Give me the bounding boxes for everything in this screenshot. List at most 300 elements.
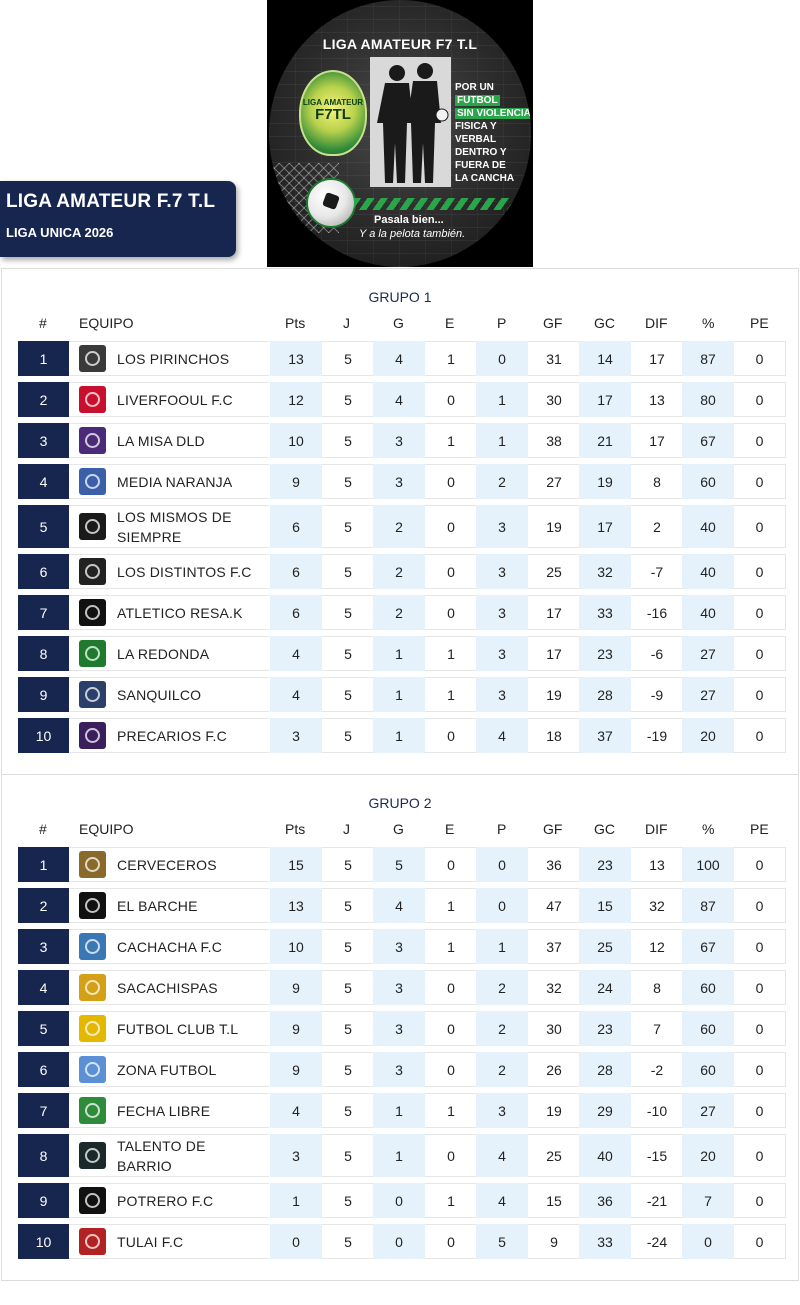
stat-cell-g: 1	[373, 636, 425, 671]
stat-cell-pe: 0	[734, 970, 786, 1005]
stat-cell-dif: 8	[631, 970, 683, 1005]
stat-cell-g: 0	[373, 1183, 425, 1218]
stat-cell-pct: 67	[682, 929, 734, 964]
rank-cell: 5	[18, 1011, 69, 1046]
team-cell	[69, 1052, 269, 1087]
table-row[interactable]	[2, 929, 798, 964]
stat-cell-gc: 28	[579, 677, 631, 712]
stat-cell-pe: 0	[734, 1093, 786, 1128]
stat-cell-pts: 1	[270, 1183, 322, 1218]
stat-cell-p: 4	[476, 718, 528, 753]
table-row[interactable]	[2, 718, 798, 753]
table-header	[2, 821, 798, 841]
stat-cell-p: 2	[476, 970, 528, 1005]
stat-cell-dif: 7	[631, 1011, 683, 1046]
stat-cell-e: 0	[425, 554, 477, 589]
rank-cell: 8	[18, 1134, 69, 1177]
stat-cell-pct: 87	[682, 888, 734, 923]
rank-cell: 2	[18, 888, 69, 923]
team-name: EL BARCHE	[117, 897, 198, 914]
stat-cell-pct: 27	[682, 1093, 734, 1128]
table-row[interactable]	[2, 1224, 798, 1259]
table-row[interactable]	[2, 505, 798, 548]
poster-tagline-script: Y a la pelota también.	[359, 228, 466, 240]
stat-cell-pe: 0	[734, 382, 786, 417]
column-header-g: G	[393, 821, 404, 837]
stat-cell-gc: 23	[579, 1011, 631, 1046]
stat-cell-e: 1	[425, 636, 477, 671]
team-cell	[69, 970, 269, 1005]
team-name: LA REDONDA	[117, 645, 210, 662]
stat-cell-dif: -10	[631, 1093, 683, 1128]
stat-cell-pe: 0	[734, 341, 786, 376]
stat-cell-e: 1	[425, 1093, 477, 1128]
column-header-j: J	[343, 821, 350, 837]
poster-circle	[269, 0, 531, 267]
slogan-line: FISICA Y	[455, 121, 497, 132]
team-name: FECHA LIBRE	[117, 1102, 211, 1119]
stat-cell-pts: 15	[270, 847, 322, 882]
column-header-e: E	[445, 315, 455, 331]
team-name: CACHACHA F.C	[117, 938, 223, 955]
stat-cell-gf: 9	[528, 1224, 580, 1259]
stat-cell-g: 2	[373, 554, 425, 589]
stat-cell-pct: 100	[682, 847, 734, 882]
stat-cell-pe: 0	[734, 677, 786, 712]
players-silhouette-icon	[370, 57, 451, 187]
table-row[interactable]	[2, 464, 798, 499]
stat-cell-dif: -19	[631, 718, 683, 753]
table-row[interactable]	[2, 888, 798, 923]
stat-cell-pe: 0	[734, 847, 786, 882]
stat-cell-p: 2	[476, 1011, 528, 1046]
stat-cell-e: 0	[425, 718, 477, 753]
stat-cell-p: 3	[476, 636, 528, 671]
stat-cell-g: 4	[373, 341, 425, 376]
column-header-rank: #	[39, 315, 47, 331]
rank-cell: 1	[18, 341, 69, 376]
stat-cell-p: 1	[476, 423, 528, 458]
stat-cell-dif: 17	[631, 341, 683, 376]
stat-cell-pe: 0	[734, 595, 786, 630]
stat-cell-gf: 17	[528, 595, 580, 630]
stat-cell-gf: 25	[528, 1134, 580, 1177]
stat-cell-j: 5	[322, 970, 374, 1005]
stat-cell-p: 3	[476, 554, 528, 589]
stat-cell-dif: -9	[631, 677, 683, 712]
rank-cell: 4	[18, 464, 69, 499]
stat-cell-pe: 0	[734, 636, 786, 671]
table-row[interactable]	[2, 341, 798, 376]
rank-cell: 3	[18, 423, 69, 458]
stat-cell-p: 4	[476, 1183, 528, 1218]
stat-cell-e: 1	[425, 888, 477, 923]
soccer-ball-icon	[306, 178, 356, 228]
rank-cell: 10	[18, 1224, 69, 1259]
team-logo-icon	[79, 1142, 106, 1169]
team-name: LOS DISTINTOS F.C	[117, 563, 252, 580]
stat-cell-pts: 4	[270, 1093, 322, 1128]
stat-cell-dif: 13	[631, 847, 683, 882]
team-cell	[69, 888, 269, 923]
table-header	[2, 315, 798, 335]
stat-cell-pe: 0	[734, 718, 786, 753]
stat-cell-pts: 3	[270, 718, 322, 753]
stat-cell-j: 5	[322, 718, 374, 753]
league-title: LIGA AMATEUR F.7 T.L	[6, 191, 216, 212]
badge-small-text: LIGA AMATEUR	[302, 98, 364, 107]
stat-cell-pts: 13	[270, 341, 322, 376]
stat-cell-pts: 10	[270, 929, 322, 964]
stat-cell-j: 5	[322, 1011, 374, 1046]
column-header-pct: %	[702, 315, 715, 331]
table-body	[2, 847, 798, 1259]
stat-cell-p: 3	[476, 677, 528, 712]
table-row[interactable]	[2, 554, 798, 589]
stat-cell-p: 1	[476, 929, 528, 964]
standings-group-2	[1, 774, 799, 1281]
stat-cell-pct: 60	[682, 464, 734, 499]
stat-cell-gc: 33	[579, 1224, 631, 1259]
stat-cell-dif: -16	[631, 595, 683, 630]
team-name: LIVERFOOUL F.C	[117, 391, 233, 408]
column-header-pts: Pts	[285, 315, 306, 331]
stat-cell-g: 2	[373, 595, 425, 630]
league-subtitle: LIGA UNICA 2026	[6, 225, 114, 240]
team-logo-icon	[79, 1097, 106, 1124]
stat-cell-e: 1	[425, 341, 477, 376]
team-cell	[69, 1224, 269, 1259]
stat-cell-gf: 19	[528, 505, 580, 548]
stat-cell-j: 5	[322, 888, 374, 923]
team-cell	[69, 423, 269, 458]
stat-cell-pct: 0	[682, 1224, 734, 1259]
stat-cell-g: 4	[373, 888, 425, 923]
stat-cell-pct: 40	[682, 505, 734, 548]
stat-cell-p: 2	[476, 1052, 528, 1087]
team-cell	[69, 554, 269, 589]
team-logo-icon	[79, 345, 106, 372]
stat-cell-gf: 19	[528, 1093, 580, 1128]
stat-cell-g: 1	[373, 1093, 425, 1128]
team-logo-icon	[79, 892, 106, 919]
stat-cell-gc: 32	[579, 554, 631, 589]
stat-cell-pct: 27	[682, 636, 734, 671]
table-row[interactable]	[2, 382, 798, 417]
league-badge-logo	[299, 70, 367, 156]
stat-cell-g: 3	[373, 423, 425, 458]
team-logo-icon	[79, 722, 106, 749]
stat-cell-dif: 32	[631, 888, 683, 923]
stat-cell-dif: 17	[631, 423, 683, 458]
stat-cell-j: 5	[322, 677, 374, 712]
team-logo-icon	[79, 558, 106, 585]
rank-cell: 5	[18, 505, 69, 548]
stat-cell-pts: 4	[270, 677, 322, 712]
stat-cell-j: 5	[322, 1134, 374, 1177]
rank-cell: 2	[18, 382, 69, 417]
team-cell	[69, 341, 269, 376]
stat-cell-gf: 30	[528, 382, 580, 417]
table-row[interactable]	[2, 970, 798, 1005]
stat-cell-j: 5	[322, 1224, 374, 1259]
stat-cell-g: 2	[373, 505, 425, 548]
stat-cell-p: 3	[476, 1093, 528, 1128]
stat-cell-gf: 25	[528, 554, 580, 589]
stat-cell-g: 3	[373, 464, 425, 499]
team-name: TULAI F.C	[117, 1233, 184, 1250]
stat-cell-pct: 40	[682, 595, 734, 630]
column-header-p: P	[497, 315, 507, 331]
stat-cell-dif: 12	[631, 929, 683, 964]
badge-big-text: F7TL	[315, 106, 351, 123]
team-logo-icon	[79, 1228, 106, 1255]
table-row[interactable]	[2, 1011, 798, 1046]
table-row[interactable]	[2, 1093, 798, 1128]
column-header-gc: GC	[594, 821, 615, 837]
stat-cell-e: 0	[425, 1134, 477, 1177]
stat-cell-pts: 9	[270, 464, 322, 499]
stat-cell-e: 1	[425, 423, 477, 458]
stat-cell-gc: 17	[579, 505, 631, 548]
team-name: SANQUILCO	[117, 686, 202, 703]
stat-cell-gc: 36	[579, 1183, 631, 1218]
stat-cell-pe: 0	[734, 554, 786, 589]
stat-cell-j: 5	[322, 595, 374, 630]
column-header-e: E	[445, 821, 455, 837]
column-header-gf: GF	[543, 821, 563, 837]
stat-cell-j: 5	[322, 1093, 374, 1128]
team-logo-icon	[79, 974, 106, 1001]
table-body	[2, 341, 798, 753]
poster-tagline: Pasala bien...	[374, 214, 444, 226]
stat-cell-gc: 21	[579, 423, 631, 458]
stat-cell-pts: 4	[270, 636, 322, 671]
rank-cell: 4	[18, 970, 69, 1005]
stat-cell-j: 5	[322, 382, 374, 417]
stat-cell-pct: 60	[682, 1052, 734, 1087]
stat-cell-j: 5	[322, 929, 374, 964]
stat-cell-gf: 26	[528, 1052, 580, 1087]
stat-cell-gc: 15	[579, 888, 631, 923]
stat-cell-e: 0	[425, 847, 477, 882]
stat-cell-pts: 6	[270, 554, 322, 589]
column-header-dif: DIF	[645, 315, 668, 331]
stat-cell-gc: 33	[579, 595, 631, 630]
stat-cell-pct: 20	[682, 1134, 734, 1177]
stat-cell-e: 0	[425, 1052, 477, 1087]
stat-cell-j: 5	[322, 1183, 374, 1218]
team-logo-icon	[79, 513, 106, 540]
team-name: PRECARIOS F.C	[117, 727, 227, 744]
stat-cell-e: 0	[425, 1224, 477, 1259]
group-title: GRUPO 2	[368, 795, 432, 811]
rank-cell: 10	[18, 718, 69, 753]
stat-cell-pts: 9	[270, 1011, 322, 1046]
column-header-j: J	[343, 315, 350, 331]
team-logo-icon	[79, 468, 106, 495]
stat-cell-j: 5	[322, 423, 374, 458]
team-name: LOS MISMOS DE SIEMPRE	[117, 508, 232, 545]
table-row[interactable]	[2, 677, 798, 712]
stat-cell-e: 1	[425, 1183, 477, 1218]
players-silhouette-image	[370, 57, 451, 187]
stat-cell-e: 0	[425, 1011, 477, 1046]
stat-cell-pct: 60	[682, 1011, 734, 1046]
team-logo-icon	[79, 933, 106, 960]
rank-cell: 9	[18, 1183, 69, 1218]
team-logo-icon	[79, 599, 106, 626]
stat-cell-pts: 3	[270, 1134, 322, 1177]
team-cell	[69, 1183, 269, 1218]
slogan-line: LA CANCHA	[455, 173, 515, 184]
stat-cell-gc: 29	[579, 1093, 631, 1128]
slogan-line: POR UN	[455, 82, 494, 93]
stat-cell-p: 2	[476, 464, 528, 499]
team-logo-icon	[79, 1056, 106, 1083]
column-header-p: P	[497, 821, 507, 837]
rank-cell: 9	[18, 677, 69, 712]
group-title: GRUPO 1	[368, 289, 432, 305]
column-header-pct: %	[702, 821, 715, 837]
stat-cell-gc: 14	[579, 341, 631, 376]
standings-group-1	[1, 268, 799, 775]
team-cell	[69, 505, 269, 548]
stat-cell-pct: 67	[682, 423, 734, 458]
league-poster	[267, 0, 533, 267]
stat-cell-e: 0	[425, 505, 477, 548]
stat-cell-gf: 15	[528, 1183, 580, 1218]
stat-cell-gf: 32	[528, 970, 580, 1005]
stat-cell-dif: -7	[631, 554, 683, 589]
stat-cell-pct: 7	[682, 1183, 734, 1218]
stat-cell-j: 5	[322, 554, 374, 589]
rank-cell: 6	[18, 1052, 69, 1087]
team-logo-icon	[79, 1187, 106, 1214]
stat-cell-dif: -24	[631, 1224, 683, 1259]
rank-cell: 1	[18, 847, 69, 882]
stat-cell-pts: 10	[270, 423, 322, 458]
team-cell	[69, 847, 269, 882]
stat-cell-p: 0	[476, 847, 528, 882]
column-header-rank: #	[39, 821, 47, 837]
stat-cell-pe: 0	[734, 1183, 786, 1218]
column-header-dif: DIF	[645, 821, 668, 837]
stat-cell-gc: 24	[579, 970, 631, 1005]
rank-cell: 7	[18, 1093, 69, 1128]
team-cell	[69, 718, 269, 753]
stat-cell-gc: 40	[579, 1134, 631, 1177]
team-logo-icon	[79, 851, 106, 878]
team-cell	[69, 382, 269, 417]
team-cell	[69, 1011, 269, 1046]
stat-cell-dif: 8	[631, 464, 683, 499]
stat-cell-pe: 0	[734, 1224, 786, 1259]
stat-cell-g: 3	[373, 929, 425, 964]
stat-cell-pct: 27	[682, 677, 734, 712]
table-row[interactable]	[2, 1183, 798, 1218]
stat-cell-dif: -21	[631, 1183, 683, 1218]
column-header-pts: Pts	[285, 821, 306, 837]
green-stripes-graphic	[354, 198, 514, 210]
stat-cell-gf: 19	[528, 677, 580, 712]
stat-cell-pe: 0	[734, 423, 786, 458]
stat-cell-pts: 13	[270, 888, 322, 923]
stat-cell-pe: 0	[734, 464, 786, 499]
stat-cell-pts: 0	[270, 1224, 322, 1259]
team-logo-icon	[79, 386, 106, 413]
stat-cell-pe: 0	[734, 1052, 786, 1087]
stat-cell-g: 3	[373, 1011, 425, 1046]
stat-cell-pct: 80	[682, 382, 734, 417]
team-name: SACACHISPAS	[117, 979, 218, 996]
stat-cell-p: 0	[476, 888, 528, 923]
team-cell	[69, 677, 269, 712]
stat-cell-g: 3	[373, 970, 425, 1005]
rank-cell: 3	[18, 929, 69, 964]
stat-cell-pe: 0	[734, 1011, 786, 1046]
table-row[interactable]	[2, 847, 798, 882]
stat-cell-e: 1	[425, 677, 477, 712]
stat-cell-dif: -6	[631, 636, 683, 671]
poster-title: LIGA AMATEUR F7 T.L	[322, 36, 478, 52]
stat-cell-dif: 2	[631, 505, 683, 548]
team-logo-icon	[79, 640, 106, 667]
stat-cell-p: 3	[476, 595, 528, 630]
column-header-gf: GF	[543, 315, 563, 331]
stat-cell-gf: 38	[528, 423, 580, 458]
table-row[interactable]	[2, 1134, 798, 1177]
stat-cell-e: 1	[425, 929, 477, 964]
stat-cell-pct: 40	[682, 554, 734, 589]
stat-cell-gc: 23	[579, 636, 631, 671]
table-row[interactable]	[2, 1052, 798, 1087]
stat-cell-g: 1	[373, 677, 425, 712]
stat-cell-dif: -2	[631, 1052, 683, 1087]
stat-cell-gc: 17	[579, 382, 631, 417]
table-row[interactable]	[2, 423, 798, 458]
team-name: TALENTO DE BARRIO	[117, 1137, 206, 1174]
column-header-team: EQUIPO	[79, 821, 134, 837]
stat-cell-gc: 25	[579, 929, 631, 964]
stat-cell-pct: 87	[682, 341, 734, 376]
stat-cell-gf: 36	[528, 847, 580, 882]
stat-cell-gf: 47	[528, 888, 580, 923]
table-row[interactable]	[2, 636, 798, 671]
slogan-line: SIN VIOLENCIA	[457, 108, 531, 119]
stat-cell-pe: 0	[734, 505, 786, 548]
team-name: ATLETICO RESA.K	[117, 604, 243, 621]
column-header-pe: PE	[750, 821, 769, 837]
stat-cell-dif: 13	[631, 382, 683, 417]
team-name: MEDIA NARANJA	[117, 473, 233, 490]
team-name: FUTBOL CLUB T.L	[117, 1020, 239, 1037]
team-name: POTRERO F.C	[117, 1192, 214, 1209]
team-name: CERVECEROS	[117, 856, 217, 873]
column-header-g: G	[393, 315, 404, 331]
team-cell	[69, 1134, 269, 1177]
stat-cell-gc: 23	[579, 847, 631, 882]
table-row[interactable]	[2, 595, 798, 630]
rank-cell: 8	[18, 636, 69, 671]
stat-cell-j: 5	[322, 636, 374, 671]
column-header-pe: PE	[750, 315, 769, 331]
league-title-card	[0, 181, 236, 257]
rank-cell: 6	[18, 554, 69, 589]
stat-cell-g: 3	[373, 1052, 425, 1087]
stat-cell-g: 5	[373, 847, 425, 882]
team-name: LOS PIRINCHOS	[117, 350, 230, 367]
